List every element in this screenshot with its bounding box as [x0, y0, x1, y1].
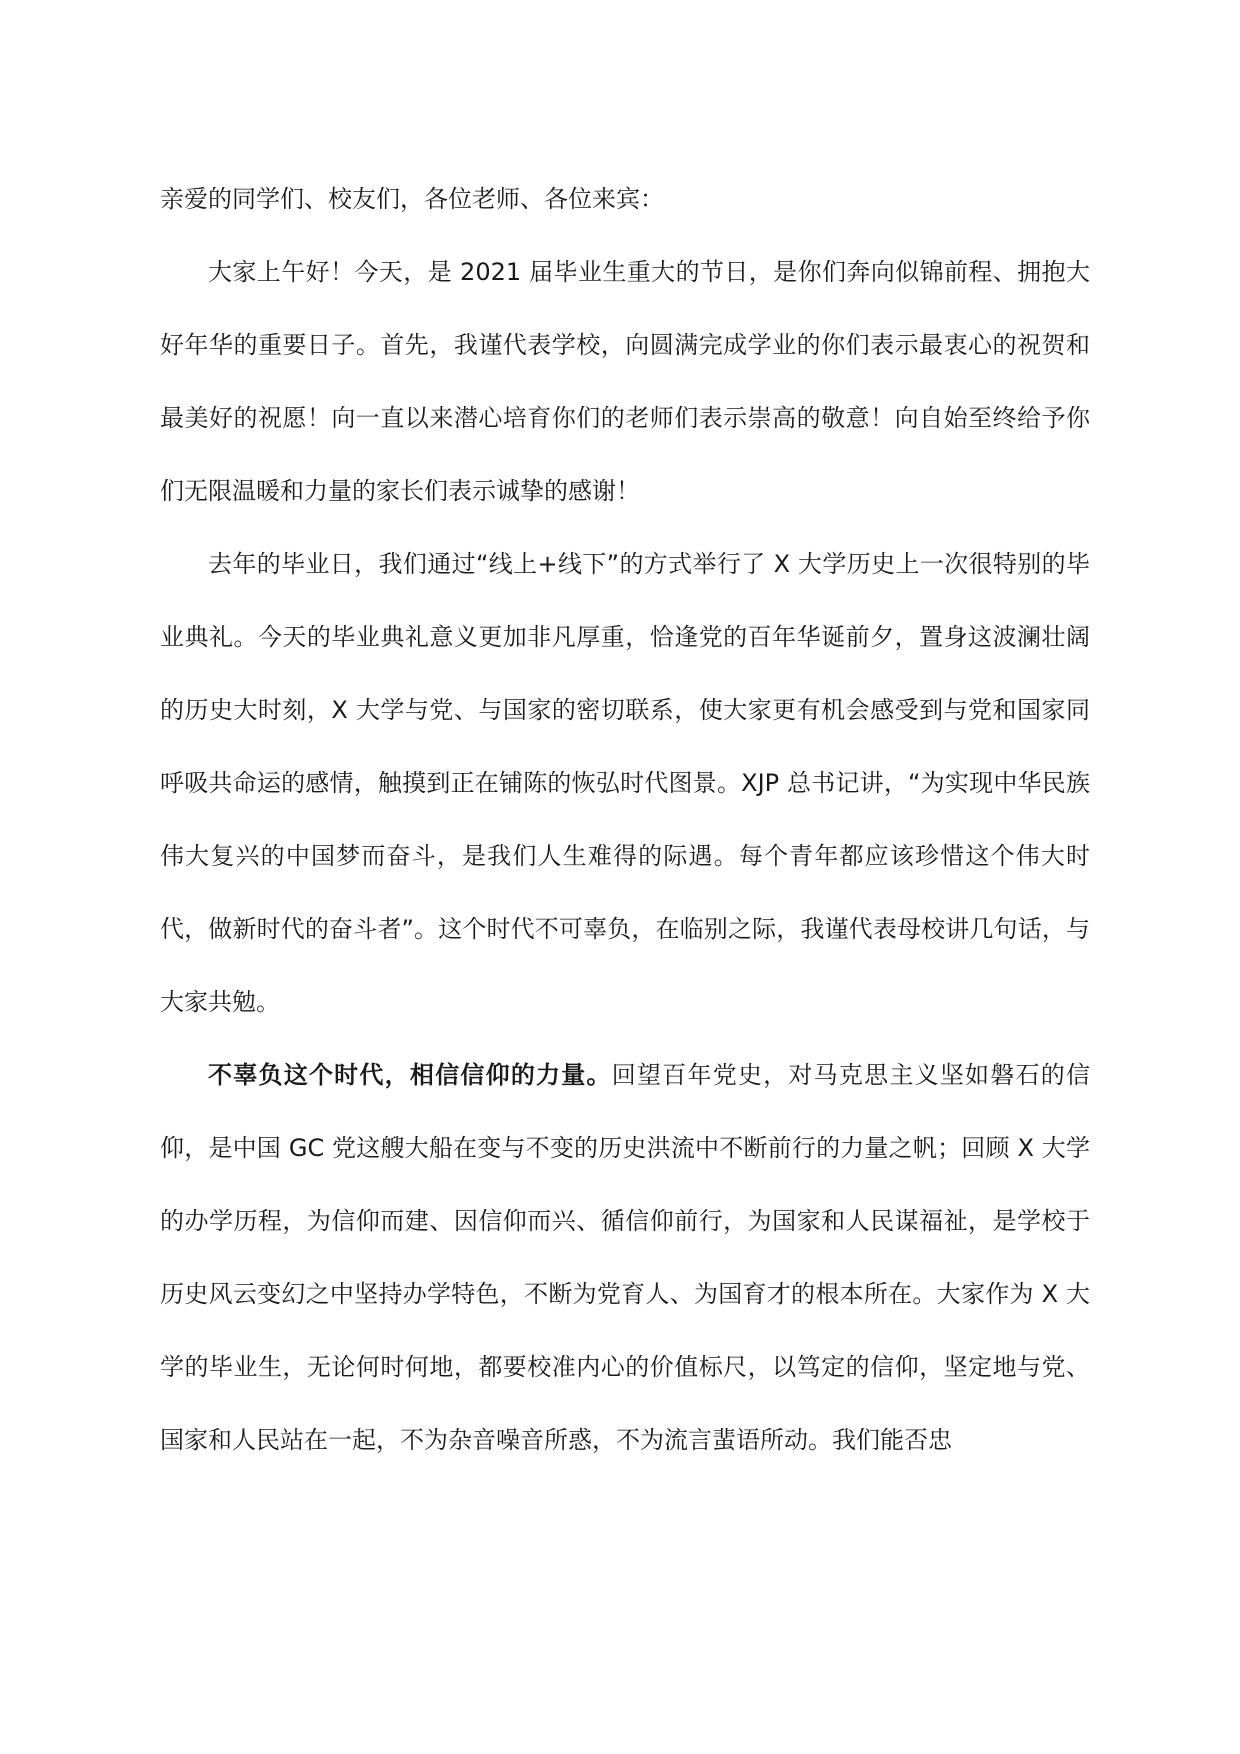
paragraph-body: 回望百年党史，对马克思主义坚如磐石的信仰，是中国 GC 党这艘大船在变与不变的历史洪流中不断前行的力量之帆；回顾 X 大学的办学历程，为信仰而建、因信仰而兴、循信仰前行，为国家和人民谋福祉，是学校于历史风云变幻之中坚持办学特色，不断为党育人、为国育才的根本所在。大家作为 X 大学的毕业生，无论何时何地，都要校准内心的价值标尺，以笃定的信仰，坚定地与党、国家和人民站在一起，不为杂音噪音所惑，不为流言蜚语所动。我们能否忠 — [160, 1061, 1090, 1454]
paragraph-faith — [160, 1039, 1090, 1477]
document-body — [160, 163, 1090, 1477]
paragraph-heading: 不辜负这个时代，相信信仰的力量。 — [208, 1061, 612, 1089]
salutation: 亲爱的同学们、校友们，各位老师、各位来宾： — [160, 185, 664, 213]
paragraph-graduation-day: 去年的毕业日，我们通过“线上+线下”的方式举行了 X 大学历史上一次很特别的毕业典礼。今天的毕业典礼意义更加非凡厚重，恰逢党的百年华诞前夕，置身这波澜壮阔的历史大时刻，X 大学与党、与国家的密切联系，使大家更有机会感受到与党和国家同呼吸共命运的感情，触摸到正在铺陈的恢弘时代图景。XJP 总书记讲，“为实现中华民族伟大复兴的中国梦而奋斗，是我们人生难得的际遇。每个青年都应该珍惜这个伟大时代，做新时代的奋斗者”。这个时代不可辜负，在临别之际，我谨代表母校讲几句话，与大家共勉。 — [160, 550, 1090, 1016]
paragraph-greeting: 大家上午好！今天，是 2021 届毕业生重大的节日，是你们奔向似锦前程、拥抱大好年华的重要日子。首先，我谨代表学校，向圆满完成学业的你们表示最衷心的祝贺和最美好的祝愿！向一直以来潜心培育你们的老师们表示崇高的敬意！向自始至终给予你们无限温暖和力量的家长们表示诚挚的感谢！ — [160, 258, 1090, 505]
